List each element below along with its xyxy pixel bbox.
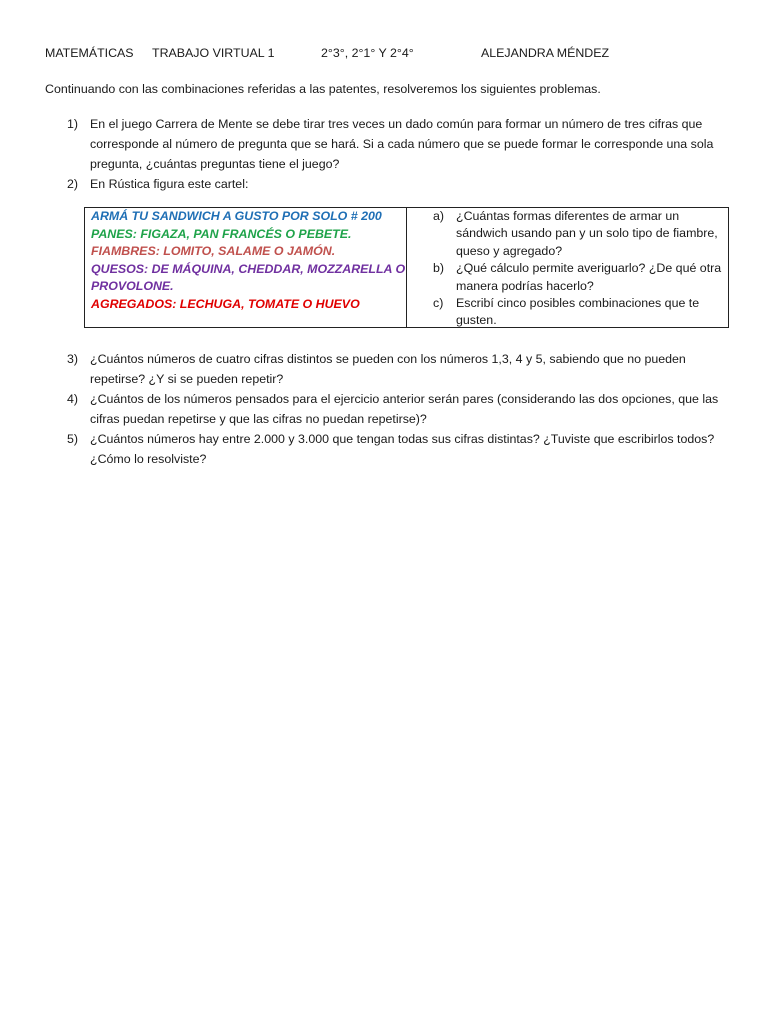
subquestion-letter: b) — [433, 261, 445, 276]
problem-text: ¿Cuántos números de cuatro cifras distintos se pueden con los números 1,3, 4 y 5, sabiendo que no pueden repetirse? ¿Y si se pueden repetir? — [90, 352, 686, 386]
subquestion-letter: a) — [433, 209, 445, 223]
table-column-divider — [406, 208, 407, 327]
subquestion-c — [433, 295, 725, 330]
sign-toppings: AGREGADOS: LECHUGA, TOMATE O HUEVO — [91, 296, 360, 311]
problem-number: 4) — [67, 392, 79, 406]
intro-paragraph: Continuando con las combinaciones referidas a las patentes, resolveremos los siguientes problemas. — [45, 82, 601, 96]
problem-number: 5) — [67, 432, 79, 446]
problem-number: 1) — [67, 117, 79, 131]
teacher-name: ALEJANDRA MÉNDEZ — [481, 46, 610, 60]
problem-text: En el juego Carrera de Mente se debe tirar tres veces un dado común para formar un número de tres cifras que corresponde al número de pregunta que se hará. Si a cada número que se puede formar le corresponde una sola pregunta, ¿cuántas preguntas tiene el juego? — [90, 117, 714, 171]
subquestion-text: ¿Cuántas formas diferentes de armar un sándwich usando pan y un solo tipo de fiambre, queso y agregado? — [456, 209, 718, 258]
subquestion-text: Escribí cinco posibles combinaciones que te gusten. — [456, 296, 700, 328]
problem-text: En Rústica figura este cartel: — [90, 177, 249, 191]
sign-cheeses-cont: PROVOLONE. — [91, 279, 174, 294]
sign-cheeses: QUESOS: DE MÁQUINA, CHEDDAR, MOZZARELLA O — [91, 261, 406, 276]
problem-number: 2) — [67, 177, 79, 191]
courses-label: 2°3°, 2°1° Y 2°4° — [321, 46, 414, 60]
sandwich-sign-table — [84, 207, 729, 328]
subquestion-b — [433, 260, 725, 295]
subquestion-text: ¿Qué cálculo permite averiguarlo? ¿De qué otra manera podrías hacerlo? — [456, 261, 722, 293]
sandwich-sign — [91, 208, 406, 314]
sign-cold-cuts: FIAMBRES: LOMITO, SALAME O JAMÓN. — [91, 244, 336, 259]
sign-subquestions — [433, 208, 725, 330]
subquestion-letter: c) — [433, 296, 444, 311]
problem-text: ¿Cuántos números hay entre 2.000 y 3.000 que tengan todas sus cifras distintas? ¿Tuviste que escribirlos todos? ¿Cómo lo resolviste? — [90, 432, 715, 466]
sign-title: ARMÁ TU SANDWICH A GUSTO POR SOLO # 200 — [91, 209, 382, 223]
subquestion-a — [433, 208, 725, 260]
subject-label: MATEMÁTICAS — [45, 46, 134, 60]
assignment-label: TRABAJO VIRTUAL 1 — [152, 46, 275, 60]
problem-number: 3) — [67, 352, 79, 366]
problem-text: ¿Cuántos de los números pensados para el ejercicio anterior serán pares (considerando las dos opciones, que las cifras puedan repetirse y que las cifras no puedan repetirse)? — [90, 392, 719, 426]
sign-breads: PANES: FIGAZA, PAN FRANCÉS O PEBETE. — [91, 226, 352, 241]
